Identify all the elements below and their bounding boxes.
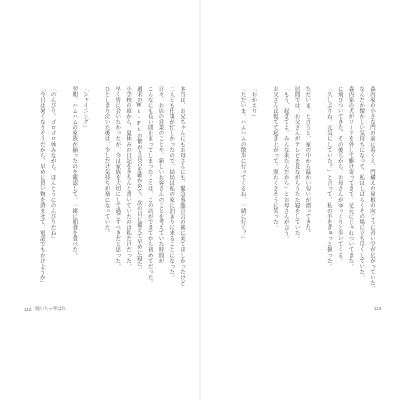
text-column: [261, 86, 267, 304]
text-column: お父さんは慌てて起き上がって、照れくさそうに笑った。: [271, 86, 278, 231]
text-column: 「もう、起きてよ。みんな来たんだから」とお母さんが言う。: [282, 86, 289, 242]
right-page-body: [214, 86, 374, 304]
right-page: [200, 0, 400, 400]
text-column: 本当は、お兄ちゃんにもお母さんにも、緊急事態宣言の後に来てほしかったけど: [179, 86, 185, 286]
text-column: 小学校の頃から、夏休みの日記をきちんと書いていたのは私だけだった。: [125, 86, 132, 270]
text-column: 「ただいま。ハムハムの散歩に行ってくるね、一緒に行く？」: [239, 86, 246, 242]
text-column: 「今日は暑くなりそうだから、早めに買い物を済ませて、電話でもかけようか」: [38, 86, 45, 286]
text-column: [92, 86, 98, 304]
text-column: 「おかえり」: [250, 86, 257, 120]
text-column: 二人とも仕事が忙しかったので、結局は私の家に泊まりに来ることになった。: [168, 86, 175, 281]
text-column: 「久しぶりね、元気にしていた？」と言って、私の手をぎゅっと握った。: [325, 86, 332, 270]
page-number: 112: [24, 306, 32, 312]
right-footer: [374, 306, 381, 311]
text-column: [315, 86, 321, 304]
text-column: 早く皆に会いたかったが、今は家族を大切にして過ごすべきだと思った。: [114, 86, 121, 270]
page-number: 113: [374, 306, 382, 311]
text-column: 居間では、お父さんがテレビを見ながらうたた寝をしていた。: [293, 86, 300, 242]
text-column: こんなにも長い間止まってしまったことは、この店ができてから初めてだった。: [146, 86, 153, 286]
text-column: 森内家の犬がリードを外して駆け寄ってきて、足元にじゃれついてきた。: [347, 86, 354, 270]
text-column: ただいま、と言うと、家の中から温かい匂いが漂ってきた。: [304, 86, 311, 236]
text-column: なんだか懐かしい気持ちになって、私はしばらくその場に立ち尽くしていた。: [358, 86, 365, 281]
text-column: 翌朝、ハムハムの家族が揃ったのを確認して、一緒に朝食を食べた。: [71, 86, 78, 259]
left-page-body: [24, 86, 184, 304]
text-column: 「のんびり、ゴロゴロ休みながら、ほんとうにのんびりだね」: [49, 86, 56, 242]
text-column: [60, 86, 66, 304]
text-column: 「シャイニング」: [81, 86, 88, 131]
running-head: 瞳いちゃ呼ばれ: [35, 306, 67, 311]
text-column: 森内家の小さな門の前に着くと、門構えの屋根の向こうに青い空が広がっていた。: [369, 86, 375, 292]
text-column: に飛びついてきた。その後ろから、お母さんがゆっくりと歩いてくる。: [336, 86, 343, 264]
left-footer: [24, 306, 66, 312]
text-column: 日々、お店の営業のことや、新しいお客さんのことを考えていた時間が: [157, 86, 164, 264]
text-column: ひとしきり泣いた後は、少しだけ気持ちが楽になっていた。: [103, 86, 110, 236]
text-column: 週末のWi-Fiの繋がり具合を確かめて、次の日に備えて早めに寝た。: [135, 86, 142, 273]
